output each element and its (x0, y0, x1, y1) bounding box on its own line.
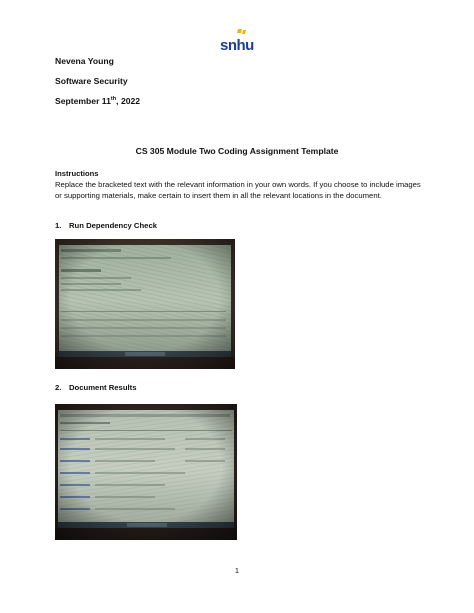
snhu-logo (219, 28, 255, 54)
instructions-heading: Instructions (55, 169, 99, 178)
instructions-body: Replace the bracketed text with the relevant information in your own words. If you choose to include images or supporting materials, make certain to insert them in all the relevant locations in the document. (55, 180, 421, 201)
date-month-day: September 11 (55, 96, 111, 106)
document-title: CS 305 Module Two Coding Assignment Template (135, 146, 339, 156)
section-run-dependency-check (55, 221, 157, 230)
date-year: , 2022 (116, 96, 141, 106)
svg-text:snhu: snhu (220, 37, 254, 54)
section-number: 2. (55, 383, 62, 392)
section-number: 1. (55, 221, 62, 230)
author-name: Nevena Young (55, 56, 114, 66)
section-document-results (55, 383, 137, 392)
section-label: Document Results (69, 383, 137, 392)
submission-date (55, 96, 140, 106)
date-ordinal: th (110, 96, 117, 103)
screenshot-photo-dependency-check (55, 239, 235, 369)
screenshot-photo-results-report (55, 404, 237, 540)
page-number: 1 (234, 566, 240, 575)
section-label: Run Dependency Check (69, 221, 158, 230)
course-name: Software Security (55, 76, 128, 86)
